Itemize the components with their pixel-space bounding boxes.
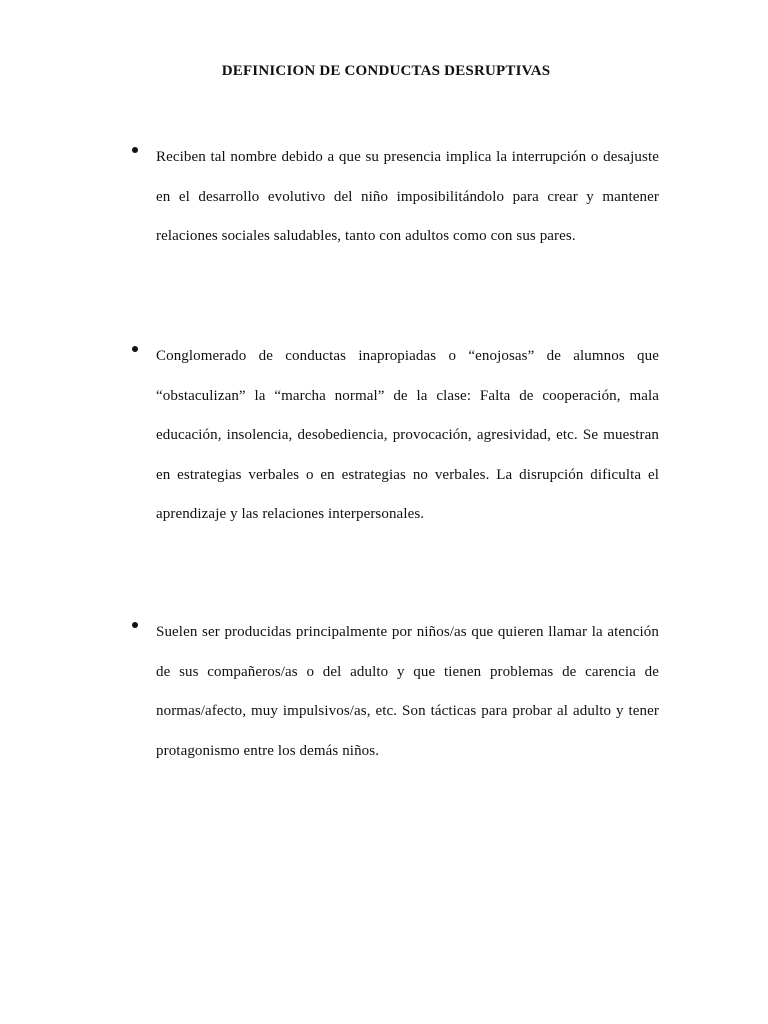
bullet-item bbox=[156, 613, 659, 771]
bullet-item bbox=[156, 337, 659, 535]
bullet-dot-icon bbox=[132, 147, 138, 153]
bullet-item bbox=[156, 138, 659, 257]
bullet-text: Suelen ser producidas principalmente por niños/as que quieren llamar la atención de sus compañeros/as o del adulto y que tienen problemas de carencia de normas/afecto, muy impulsivos/as, etc. Son tácticas para probar al adulto y tener protagonismo entre los demás niños. bbox=[156, 624, 659, 759]
bullet-dot-icon bbox=[132, 346, 138, 352]
bullet-dot-icon bbox=[132, 622, 138, 628]
bullet-text: Reciben tal nombre debido a que su presencia implica la interrupción o desajuste en el desarrollo evolutivo del niño imposibilitándolo para crear y mantener relaciones sociales saludables, tanto con adultos como con sus pares. bbox=[156, 149, 659, 244]
document-title: DEFINICION DE CONDUCTAS DESRUPTIVAS bbox=[221, 63, 551, 79]
bullet-text: Conglomerado de conductas inapropiadas o “enojosas” de alumnos que “obstaculizan” la “marcha normal” de la clase: Falta de cooperación, mala educación, insolencia, desobediencia, provocación, agresividad, etc. Se muestran en estrategias verbales o en estrategias no verbales. La disrupción dificulta el aprendizaje y las relaciones interpersonales. bbox=[156, 348, 659, 522]
